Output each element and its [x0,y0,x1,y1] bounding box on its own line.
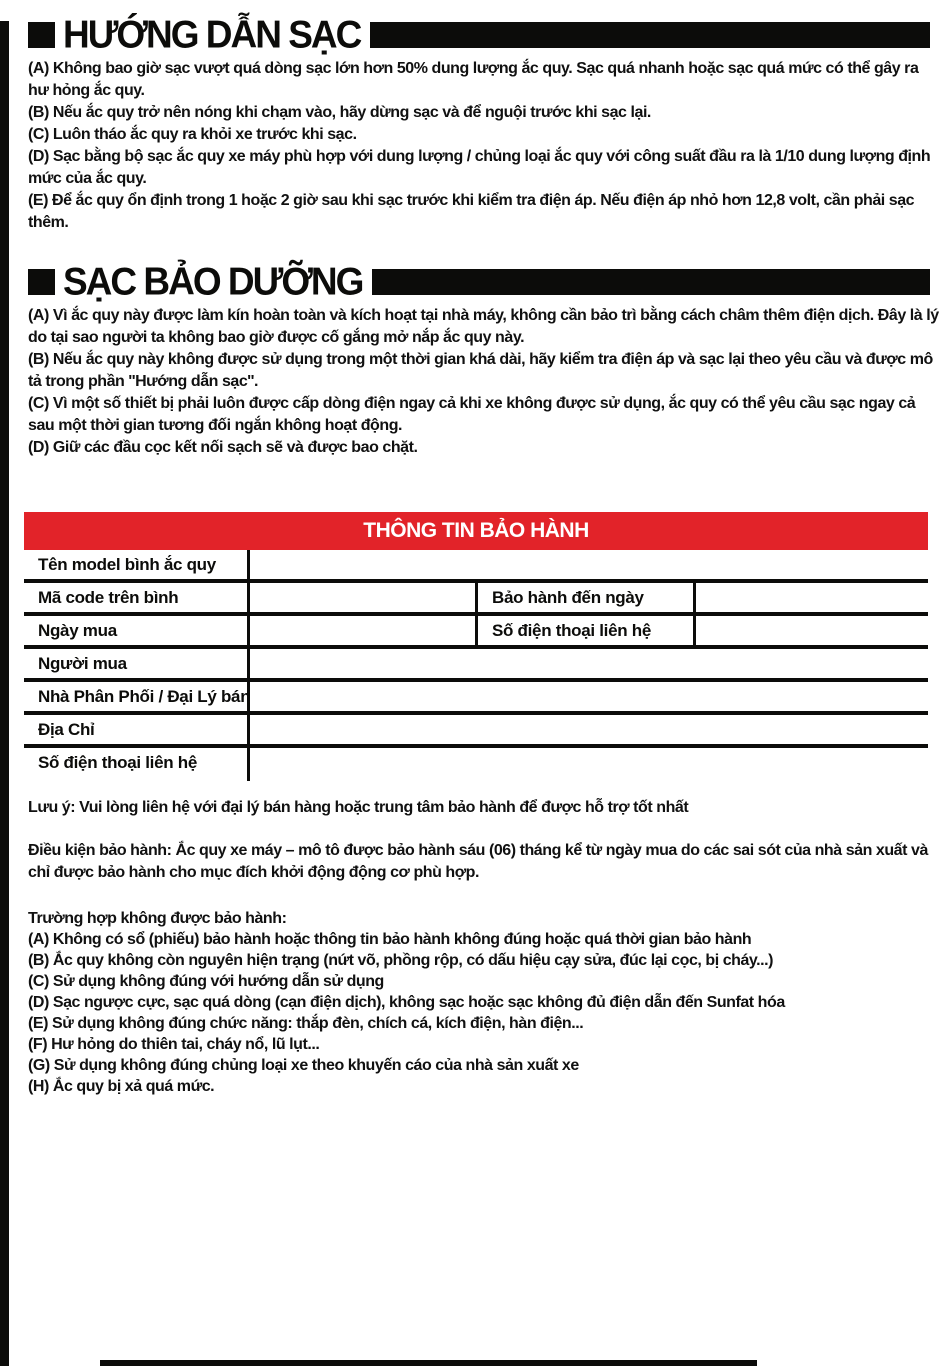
section-title-maintenance: SẠC BẢO DƯỠNG [63,260,363,303]
maintenance-item: (C) Vì một số thiết bị phải luôn được cấp dòng điện ngay cả khi xe không được sử dụng, ắc quy có thể yêu cầu sạc ngay cả sau một thời gian tương đối ngắn không hoạt động. [28,395,916,434]
exclusion-item: (D) Sạc ngược cực, sạc quá dòng (cạn điện dịch), không sạc hoặc sạc không đủ điện dẫn đến Sunfat hóa [28,994,785,1011]
maintenance-item: (D) Giữ các đầu cọc kết nối sạch sẽ và được bao chặt. [28,439,418,456]
table-row-code [24,583,928,616]
maintenance-item: (A) Vì ắc quy này được làm kín hoàn toàn và kích hoạt tại nhà máy, không cần bảo trì bằng cách châm thêm điện dịch. Đây là lý do tại sao người ta không bao giờ được cố gắng mở nắp ắc quy này. [28,307,939,346]
exclusions-list [28,929,940,1097]
page-bottom-edge-bar [100,1360,757,1366]
section-header-maintenance [28,260,940,303]
section-header-bar [370,22,930,48]
field-blank-warranty-until [696,583,928,612]
exclusions-heading: Trường hợp không được bảo hành: [28,910,287,927]
field-label-warranty-until: Bảo hành đến ngày [478,583,696,612]
exclusion-item: (G) Sử dụng không đúng chủng loại xe theo khuyến cáo của nhà sản xuất xe [28,1057,579,1074]
field-label-phone: Số điện thoại liên hệ [24,748,250,781]
field-label-address: Địa Chỉ [24,715,250,744]
charging-item: (C) Luôn tháo ắc quy ra khỏi xe trước khi sạc. [28,126,357,143]
field-blank-purchase-date [250,616,478,645]
warranty-conditions: Điều kiện bảo hành: Ắc quy xe máy – mô tô được bảo hành sáu (06) tháng kể từ ngày mua do các sai sót của nhà sản xuất và chỉ được bảo hành cho mục đích khởi động động cơ phù hợp. [28,842,928,881]
field-label-code: Mã code trên bình [24,583,250,612]
charging-item: (A) Không bao giờ sạc vượt quá dòng sạc lớn hơn 50% dung lượng ắc quy. Sạc quá nhanh hoặc sạc quá mức có thể gây ra hư hỏng ắc quy. [28,60,919,99]
warranty-table-title: THÔNG TIN BẢO HÀNH [24,512,928,550]
table-row-purchase-date [24,616,928,649]
field-blank-code [250,583,478,612]
table-row-phone [24,748,928,781]
section-header-charging [28,13,940,56]
table-row-distributor [24,682,928,715]
table-row-model [24,550,928,583]
field-label-purchase-date: Ngày mua [24,616,250,645]
section-title-charging: HƯỚNG DẪN SẠC [63,13,361,56]
charging-item: (B) Nếu ắc quy trở nên nóng khi chạm vào, hãy dừng sạc và để nguội trước khi sạc lại. [28,104,651,121]
field-blank-contact-phone [696,616,928,645]
field-label-buyer: Người mua [24,649,250,678]
field-label-contact-phone: Số điện thoại liên hệ [478,616,696,645]
table-row-address [24,715,928,748]
field-label-distributor: Nhà Phân Phối / Đại Lý bán [24,682,250,711]
charging-instructions [28,58,940,234]
field-blank-buyer [250,649,928,678]
field-label-model: Tên model bình ắc quy [24,550,250,579]
section-header-bar [372,269,930,295]
charging-item: (D) Sạc bằng bộ sạc ắc quy xe máy phù hợp với dung lượng / chủng loại ắc quy với công suất đầu ra là 1/10 dung lượng định mức của ắc quy. [28,148,931,187]
warranty-document-page [0,13,945,1366]
exclusion-item: (C) Sử dụng không đúng với hướng dẫn sử dụng [28,973,384,990]
field-blank-distributor [250,682,928,711]
warranty-info-table [24,512,928,781]
maintenance-item: (B) Nếu ắc quy này không được sử dụng trong một thời gian khá dài, hãy kiểm tra điện áp và sạc lại theo yêu cầu và được mô tả trong phần ''Hướng dẫn sạc''. [28,351,933,390]
field-blank-address [250,715,928,744]
section-marker-square-icon [28,22,55,48]
field-blank-model [250,550,928,579]
exclusion-item: (E) Sử dụng không đúng chức năng: thắp đèn, chích cá, kích điện, hàn điện... [28,1015,584,1032]
document-content [0,13,945,1097]
exclusion-item: (H) Ắc quy bị xả quá mức. [28,1078,215,1095]
section-marker-square-icon [28,269,55,295]
charging-item: (E) Để ắc quy ổn định trong 1 hoặc 2 giờ sau khi sạc trước khi kiểm tra điện áp. Nếu điện áp nhỏ hơn 12,8 volt, cần phải sạc thêm. [28,192,915,231]
exclusion-item: (B) Ắc quy không còn nguyên hiện trạng (nứt võ, phồng rộp, có dấu hiệu cạy sửa, đúc lại cọc, bị cháy...) [28,952,774,969]
support-note: Lưu ý: Vui lòng liên hệ với đại lý bán hàng hoặc trung tâm bảo hành để được hỗ trợ tốt nhất [28,799,689,816]
field-blank-phone [250,748,928,781]
exclusion-item: (A) Không có sổ (phiếu) bảo hành hoặc thông tin bảo hành không đúng hoặc quá thời gian bảo hành [28,931,752,948]
maintenance-instructions [28,305,940,459]
exclusion-item: (F) Hư hỏng do thiên tai, cháy nổ, lũ lụt... [28,1036,320,1053]
table-row-buyer [24,649,928,682]
